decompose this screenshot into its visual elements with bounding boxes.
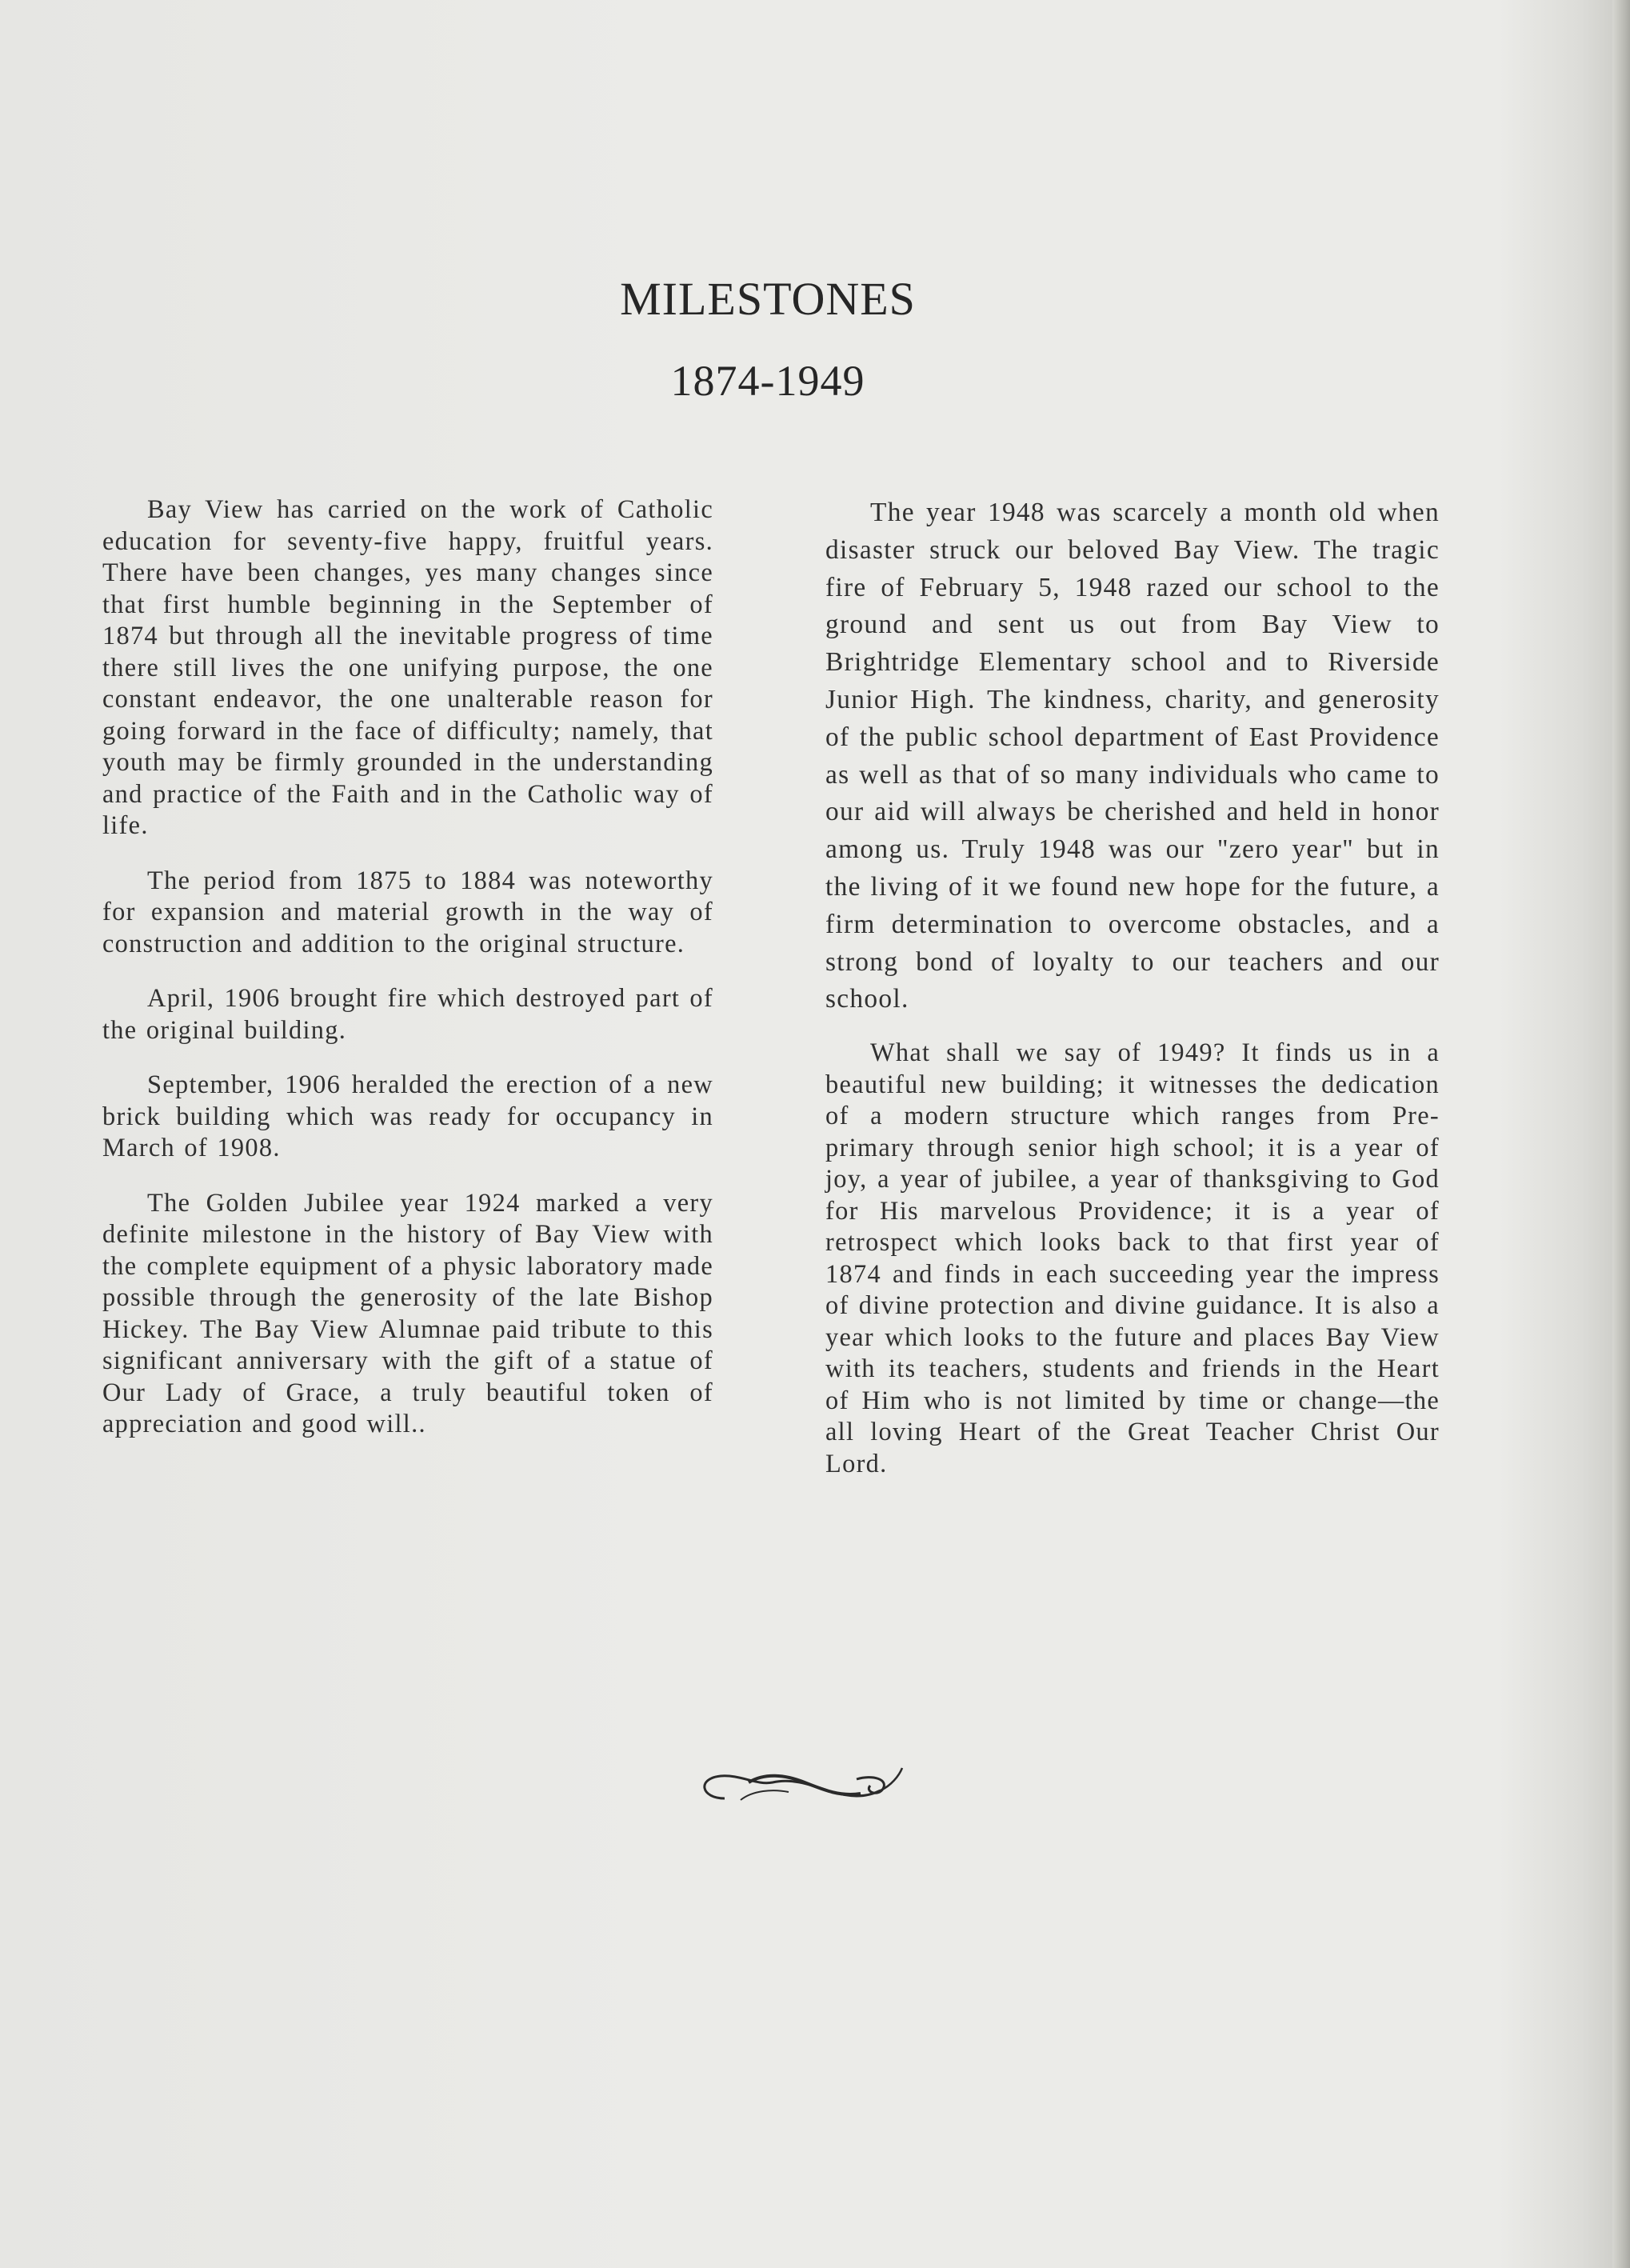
page-title: MILESTONES (620, 273, 916, 325)
left-paragraph-5: The Golden Jubilee year 1924 marked a very definite milestone in the history of Bay View with the complete equipment of a physic laboratory made possible through the generosity of the late Bishop Hickey. The Bay View Alumnae paid tribute to this significant anniversary with the gift of a statue of Our Lady of Grace, a truly beautiful token of appreciation and good will.. (102, 1188, 713, 1438)
right-column (825, 494, 1440, 1499)
left-column (102, 494, 713, 1464)
left-paragraph-3: April, 1906 brought fire which destroyed part of the original building. (102, 984, 713, 1045)
right-paragraph-2: What shall we say of 1949? It finds us in a beautiful new building; it witnesses the dedication of a modern structure which ranges from Pre-primary through senior high school; it is a year of joy, a year of jubilee, a year of thanksgiving to God for His marvelous Providence; it is a year of retrospect which looks back to that first year of 1874 and finds in each succeeding year the impress of divine protection and divine guidance. It is also a year which looks to the future and places Bay View with its teachers, students and friends in the Heart of Him who is not limited by time or change—the all loving Heart of the Great Teacher Christ Our Lord. (825, 1038, 1440, 1478)
left-paragraph-1: Bay View has carried on the work of Catholic education for seventy-five happy, fruitful years. There have been changes, yes many changes since that first humble beginning in the September of 1874 but through all the inevitable progress of time there still lives the one unifying purpose, the one constant endeavor, the one unalterable reason for going forward in the face of difficulty; namely, that youth may be firmly grounded in the understanding and practice of the Faith and in the Catholic way of life. (102, 495, 713, 840)
left-paragraph-4: September, 1906 heralded the erection of a new brick building which was ready for occupancy in March of 1908. (102, 1070, 713, 1162)
right-paragraph-1: The year 1948 was scarcely a month old when disaster struck our beloved Bay View. The tragic fire of February 5, 1948 razed our school to the ground and sent us out from Bay View to Brightridge Elementary school and to Riverside Junior High. The kindness, charity, and generosity of the public school department of East Providence as well as that of so many individuals who came to our aid will always be cherished and held in honor among us. Truly 1948 was our "zero year" but in the living of it we found new hope for the future, a firm determination to overcome obstacles, and a strong bond of loyalty to our teachers and our school. (825, 498, 1440, 1014)
page-subtitle-years: 1874-1949 (670, 357, 865, 405)
left-paragraph-2: The period from 1875 to 1884 was noteworthy for expansion and material growth in the way of construction and addition to the original structure. (102, 866, 713, 958)
page-binding-edge (1612, 0, 1630, 2268)
flourish-ornament-icon (693, 1750, 909, 1814)
